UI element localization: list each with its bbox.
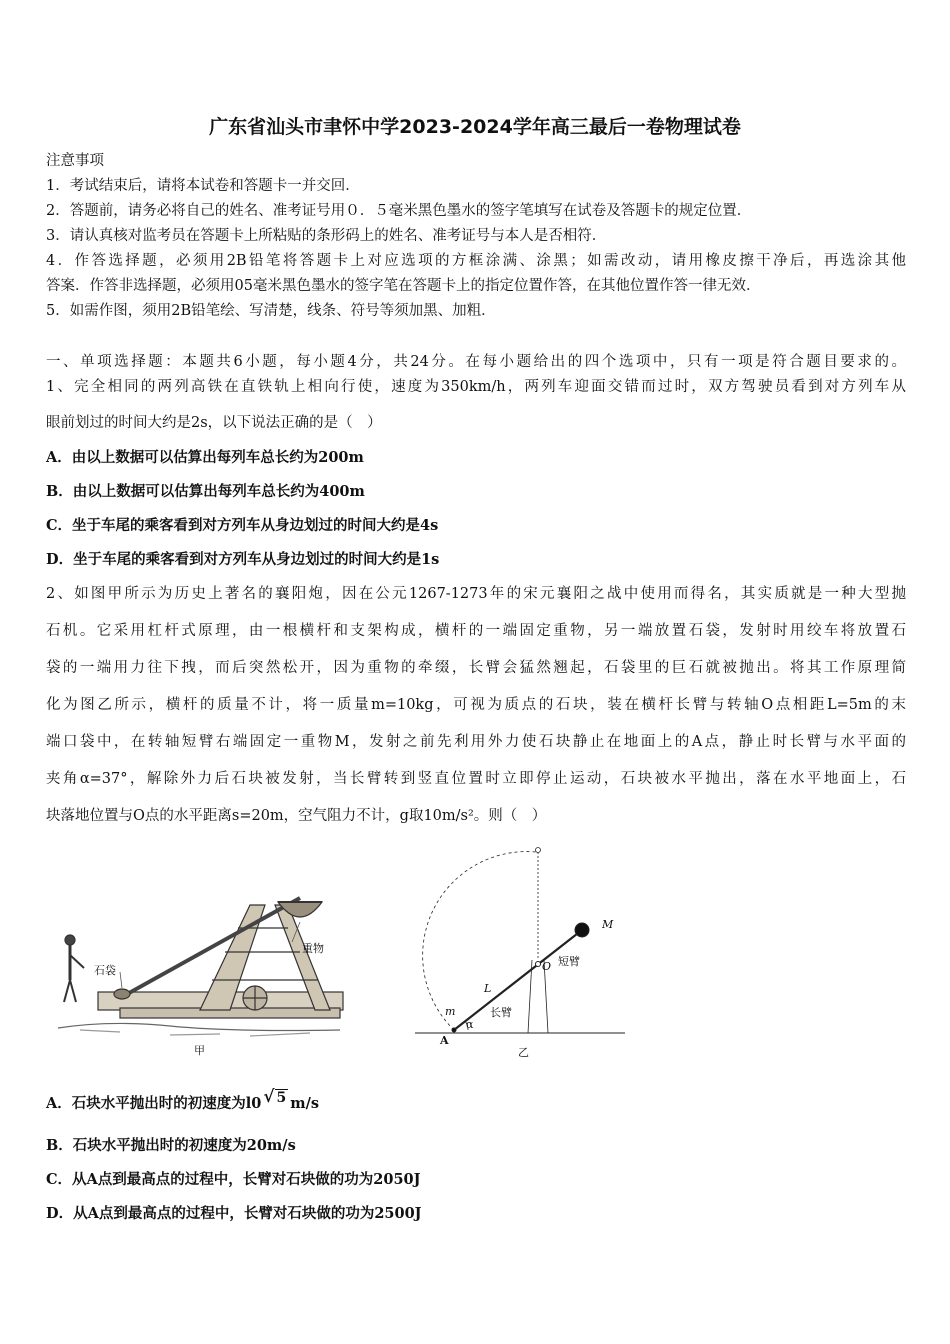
label-zhongwu: 重物	[302, 942, 324, 955]
q1-option-c: C．坐于车尾的乘客看到对方列车从身边划过的时间大约是4s	[46, 517, 439, 534]
label-L: L	[484, 982, 492, 995]
q2-stem: 块落地位置与O点的水平距离s=20m，空气阻力不计，g取10m/s²。则（ ）	[46, 808, 547, 824]
label-A: A	[440, 1034, 449, 1047]
section-heading: 一、单项选择题：本题共6小题，每小题4分，共24分。在每小题给出的四个选项中，只有一项是符合题目要求的。	[46, 354, 906, 370]
q2-stem: 夹角α=37°，解除外力后石块被发射，当长臂转到竖直位置时立即停止运动，石块被水平抛出，落在水平地面上，石	[46, 771, 906, 787]
q1-option-a: A．由以上数据可以估算出每列车总长约为200m	[46, 449, 364, 466]
notice-item: 4．作答选择题，必须用2B铅笔将答题卡上对应选项的方框涂满、涂黑；如需改动，请用橡皮擦干净后，再选涂其他	[46, 253, 906, 269]
q2-option-a-unit: m/s	[290, 1095, 320, 1112]
q2-stem: 化为图乙所示，横杆的质量不计，将一质量m=10kg，可视为质点的石块，装在横杆长臂与转轴O点相距L=5m的末	[46, 697, 906, 713]
sqrt-symbol: √ 5	[263, 1087, 287, 1107]
page-title: 广东省汕头市聿怀中学2023-2024学年高三最后一卷物理试卷	[209, 116, 741, 138]
notice-item: 3．请认真核对监考员在答题卡上所粘贴的条形码上的姓名、准考证号与本人是否相符．	[46, 228, 607, 244]
q1-stem: 眼前划过的时间大约是2s，以下说法正确的是（ ）	[46, 415, 382, 431]
q2-stem: 端口袋中，在转轴短臂右端固定一重物M，发射之前先利用外力使石块静止在地面上的A点，静止时长臂与水平面的	[46, 734, 906, 750]
q2-option-d: D．从A点到最高点的过程中，长臂对石块做的功为2500J	[46, 1205, 422, 1222]
notice-item: 5．如需作图，须用2B铅笔绘、写清楚，线条、符号等须加黑、加粗．	[46, 303, 496, 319]
label-shidai: 石袋	[94, 964, 116, 977]
q2-option-a-prefix: A．石块水平抛出时的初速度为l0	[46, 1095, 262, 1112]
label-O: O	[542, 960, 552, 973]
label-duanbi: 短臂	[558, 955, 580, 968]
caption-yi: 乙	[518, 1046, 529, 1059]
q2-option-b: B．石块水平抛出时的初速度为20m/s	[46, 1137, 296, 1154]
notice-item: 答案．作答非选择题，必须用05毫米黑色墨水的签字笔在答题卡上的指定位置作答，在其他位置作答一律无效．	[46, 278, 761, 294]
label-alpha: α	[466, 1018, 474, 1031]
label-M: M	[602, 918, 614, 931]
q2-stem: 袋的一端用力往下拽，而后突然松开，因为重物的牵缀，长臂会猛然翘起，石袋里的巨石就被抛出。将其工作原理简	[46, 660, 906, 676]
q2-stem: 2、如图甲所示为历史上著名的襄阳炮，因在公元1267-1273年的宋元襄阳之战中使用而得名，其实质就是一种大型抛	[46, 586, 906, 602]
q1-option-b: B．由以上数据可以估算出每列车总长约为400m	[46, 483, 365, 500]
q1-option-d: D．坐于车尾的乘客看到对方列车从身边划过的时间大约是1s	[46, 551, 440, 568]
label-m: m	[445, 1005, 456, 1018]
q2-stem: 石机。它采用杠杆式原理，由一根横杆和支架构成，横杆的一端固定重物，另一端放置石袋，发射时用绞车将放置石	[46, 623, 906, 639]
sqrt-radicand: 5	[276, 1090, 287, 1106]
notice-item: 2．答题前，请务必将自己的姓名、准考证号用０．５毫米黑色墨水的签字笔填写在试卷及答题卡的规定位置．	[46, 203, 752, 219]
q1-stem: 1、完全相同的两列高铁在直铁轨上相向行使，速度为350km/h，两列车迎面交错而过时，双方驾驶员看到对方列车从	[46, 379, 906, 395]
notice-heading: 注意事项	[46, 153, 104, 169]
caption-jia: 甲	[194, 1044, 205, 1057]
q2-option-a	[46, 1088, 319, 1113]
notice-item: 1．考试结束后，请将本试卷和答题卡一并交回．	[46, 178, 360, 194]
label-changbi: 长臂	[490, 1006, 512, 1019]
q2-option-c: C．从A点到最高点的过程中，长臂对石块做的功为2050J	[46, 1171, 421, 1188]
